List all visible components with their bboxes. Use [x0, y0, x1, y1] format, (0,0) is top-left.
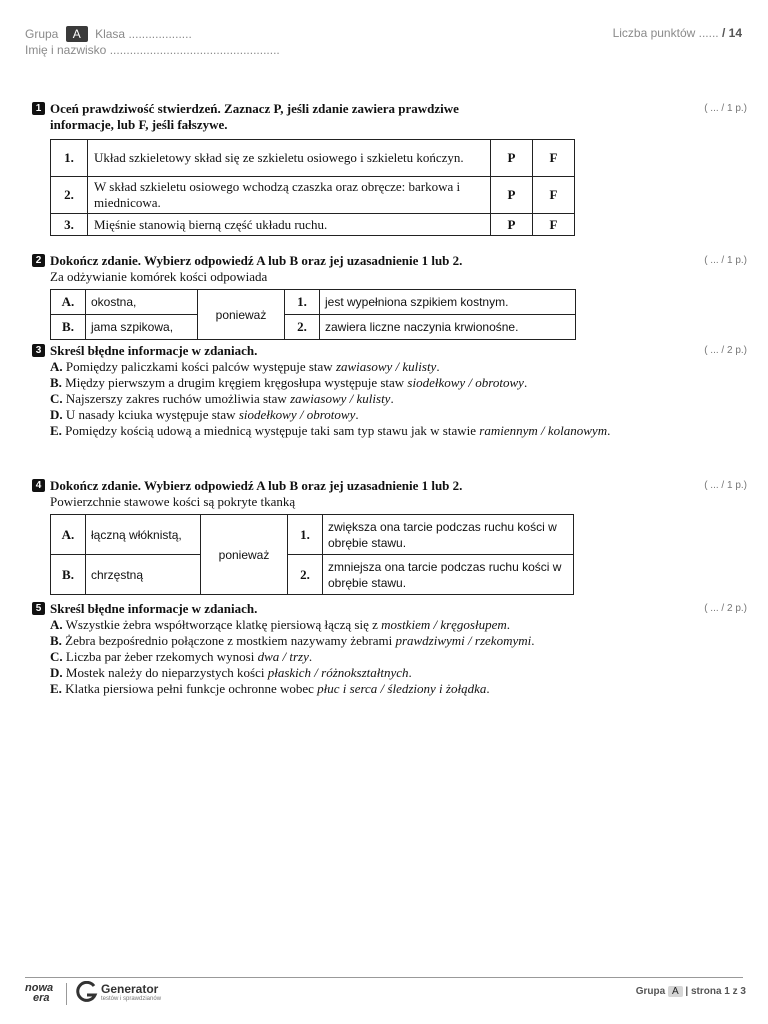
item-label: E.: [50, 423, 62, 438]
footer-group-badge: A: [668, 986, 683, 997]
row-number: 3.: [51, 214, 88, 236]
list-item: [50, 617, 747, 633]
task-5-header: [32, 601, 747, 617]
table-row: [51, 177, 575, 214]
option-b-label[interactable]: B.: [51, 315, 86, 340]
item-options[interactable]: prawdziwymi / rzekomymi: [395, 633, 532, 648]
item-end: .: [531, 633, 535, 648]
item-text: Między pierwszym a drugim kręgiem kręgosłupa występuje staw: [65, 375, 405, 390]
footer-divider: [25, 977, 743, 978]
list-item: [50, 407, 747, 423]
points-label: Liczba punktów: [612, 26, 696, 40]
option-b-text[interactable]: chrzęstną: [86, 555, 201, 595]
reason-1-label[interactable]: 1.: [288, 515, 323, 555]
generator-g-icon: [76, 981, 98, 1005]
task-number: 2: [32, 254, 45, 267]
item-end: .: [523, 375, 528, 390]
task-3: [32, 343, 747, 439]
reason-1-text[interactable]: jest wypełniona szpikiem kostnym.: [320, 290, 576, 315]
task-1-header: [32, 101, 747, 133]
task-points: ( ... / 1 p.): [704, 103, 747, 114]
option-a-text[interactable]: łączną włóknistą,: [86, 515, 201, 555]
item-options[interactable]: zawiasowy / kulisty: [290, 391, 391, 406]
item-options[interactable]: siodełkowy / obrotowy: [238, 407, 356, 422]
statement-text: Mięśnie stanowią bierną część układu ruchu.: [88, 214, 491, 236]
option-false[interactable]: F: [533, 177, 575, 214]
item-text: Pomiędzy paliczkami kości palców występuje staw: [65, 359, 333, 374]
task-points: ( ... / 1 p.): [704, 255, 747, 266]
table-row: [51, 315, 576, 340]
task-3-header: [32, 343, 747, 359]
item-end: .: [355, 407, 359, 422]
task-number: 3: [32, 344, 45, 357]
task-title: Dokończ zdanie. Wybierz odpowiedź A lub B oraz jej uzasadnienie 1 lub 2.: [50, 478, 463, 493]
item-text: Pomiędzy kością udową a miednicą występuje taki sam typ stawu jak w stawie: [65, 423, 477, 438]
task-2: [32, 253, 747, 340]
option-true[interactable]: P: [491, 214, 533, 236]
task-number: 1: [32, 102, 45, 115]
because-cell: ponieważ: [201, 515, 288, 595]
item-end: .: [408, 665, 412, 680]
page-indicator: [636, 986, 746, 997]
item-options[interactable]: zawiasowy / kulisty: [335, 359, 437, 374]
generator-subtitle: testów i sprawdzianów: [101, 996, 162, 1002]
list-item: [50, 681, 747, 697]
task-points: ( ... / 2 p.): [704, 603, 747, 614]
statement-text: W skład szkieletu osiowego wchodzą czaszka oraz obręcze: barkowa i miednicowa.: [88, 177, 491, 214]
list-item: [50, 359, 747, 375]
option-a-label[interactable]: A.: [51, 290, 86, 315]
item-label: D.: [50, 665, 63, 680]
reason-2-label[interactable]: 2.: [285, 315, 320, 340]
list-item: [50, 649, 747, 665]
reason-1-text[interactable]: zwiększa ona tarcie podczas ruchu kości w obrębie stawu.: [323, 515, 574, 555]
option-true[interactable]: P: [491, 140, 533, 177]
table-row: [51, 555, 574, 595]
name-field: ...................................................: [109, 43, 280, 57]
table-row: [51, 290, 576, 315]
item-end: .: [486, 681, 490, 696]
task-4-header: [32, 478, 747, 494]
generator-title: Generator: [101, 982, 159, 996]
task-5: [32, 601, 747, 697]
item-label: E.: [50, 681, 62, 696]
true-false-table: [50, 139, 575, 236]
points-field: ......: [698, 26, 719, 40]
statement-list: [32, 617, 747, 697]
reason-1-label[interactable]: 1.: [285, 290, 320, 315]
item-end: .: [390, 391, 394, 406]
list-item: [50, 391, 747, 407]
task-stem: Powierzchnie stawowe kości są pokryte tkanką: [50, 494, 296, 509]
logo-era-text: era: [33, 992, 50, 1004]
reason-2-text[interactable]: zmniejsza ona tarcie podczas ruchu kości w obrębie stawu.: [323, 555, 574, 595]
logo-separator: [66, 983, 67, 1005]
list-item: [50, 665, 747, 681]
because-cell: ponieważ: [198, 290, 285, 340]
name-line: [25, 43, 280, 57]
item-text: Klatka piersiowa pełni funkcje ochronne wobec: [65, 681, 314, 696]
task-2-header: [32, 253, 747, 269]
item-options[interactable]: płuc i serca / śledziony i żołądka: [317, 681, 487, 696]
nowa-era-logo: [25, 983, 53, 1003]
task-title: Skreśl błędne informacje w zdaniach.: [50, 343, 258, 358]
reason-2-text[interactable]: zawiera liczne naczynia krwionośne.: [320, 315, 576, 340]
row-number: 2.: [51, 177, 88, 214]
item-label: B.: [50, 375, 62, 390]
list-item: [50, 423, 747, 439]
option-a-label[interactable]: A.: [51, 515, 86, 555]
item-end: .: [506, 617, 511, 632]
item-text: U nasady kciuka występuje staw: [65, 407, 236, 422]
item-text: Żebra bezpośrednio połączone z mostkiem nazywamy żebrami: [65, 633, 393, 648]
item-label: A.: [50, 617, 63, 632]
item-options[interactable]: mostkiem / kręgosłupem: [381, 617, 507, 632]
task-title: Dokończ zdanie. Wybierz odpowiedź A lub B oraz jej uzasadnienie 1 lub 2.: [50, 253, 463, 268]
group-badge: A: [66, 26, 88, 42]
item-end: .: [607, 423, 611, 438]
item-text: Wszystkie żebra współtworzące klatkę piersiową łączą się z: [65, 617, 378, 632]
task-title: Skreśl błędne informacje w zdaniach.: [50, 601, 258, 616]
item-label: C.: [50, 391, 63, 406]
points-summary: [613, 26, 742, 40]
option-a-text[interactable]: okostna,: [86, 290, 198, 315]
item-options[interactable]: ramiennym / kolanowym: [479, 423, 608, 438]
item-text: Najszerszy zakres ruchów umożliwia staw: [65, 391, 287, 406]
class-label: Klasa: [95, 27, 126, 41]
item-options[interactable]: dwa / trzy: [257, 649, 309, 664]
name-label: Imię i nazwisko: [25, 43, 107, 57]
task-number: 5: [32, 602, 45, 615]
choice-table: [50, 289, 576, 340]
option-b-text[interactable]: jama szpikowa,: [86, 315, 198, 340]
statement-list: [32, 359, 747, 439]
statement-text: Układ szkieletowy skład się ze szkieletu osiowego i szkieletu kończyn.: [88, 140, 491, 177]
task-4: [32, 478, 747, 595]
list-item: [50, 633, 747, 649]
page-number: | strona 1 z 3: [685, 986, 746, 997]
reason-2-label[interactable]: 2.: [288, 555, 323, 595]
logo-nowa-text: nowa: [25, 982, 54, 994]
table-row: [51, 515, 574, 555]
task-number: 4: [32, 479, 45, 492]
item-label: B.: [50, 633, 62, 648]
choice-table: [50, 514, 574, 595]
task-points: ( ... / 1 p.): [704, 480, 747, 491]
item-label: D.: [50, 407, 63, 422]
table-row: [51, 214, 575, 236]
item-text: Mostek należy do nieparzystych kości: [65, 665, 265, 680]
task-points: ( ... / 2 p.): [704, 345, 747, 356]
item-end: .: [308, 649, 313, 664]
item-options[interactable]: płaskich / różnokształtnych: [267, 665, 409, 680]
option-true[interactable]: P: [491, 177, 533, 214]
task-1: [32, 101, 747, 236]
item-options[interactable]: siodełkowy / obrotowy: [407, 375, 524, 390]
list-item: [50, 375, 747, 391]
option-false[interactable]: F: [533, 140, 575, 177]
table-row: [51, 140, 575, 177]
item-text: Liczba par żeber rzekomych wynosi: [65, 649, 255, 664]
group-label: Grupa: [25, 27, 59, 41]
item-label: C.: [50, 649, 63, 664]
item-end: .: [436, 359, 440, 374]
class-field: ...................: [128, 27, 192, 41]
row-number: 1.: [51, 140, 88, 177]
task-stem: Za odżywianie komórek kości odpowiada: [50, 269, 268, 284]
group-line: [25, 26, 192, 42]
points-total: / 14: [721, 26, 742, 40]
footer-group-label: Grupa: [635, 986, 666, 997]
item-label: A.: [50, 359, 63, 374]
task-title: Oceń prawdziwość stwierdzeń. Zaznacz P, jeśli zdanie zawiera prawdziwe informacje, lub F, jeśli fałszywe.: [50, 101, 459, 132]
option-b-label[interactable]: B.: [51, 555, 86, 595]
option-false[interactable]: F: [533, 214, 575, 236]
